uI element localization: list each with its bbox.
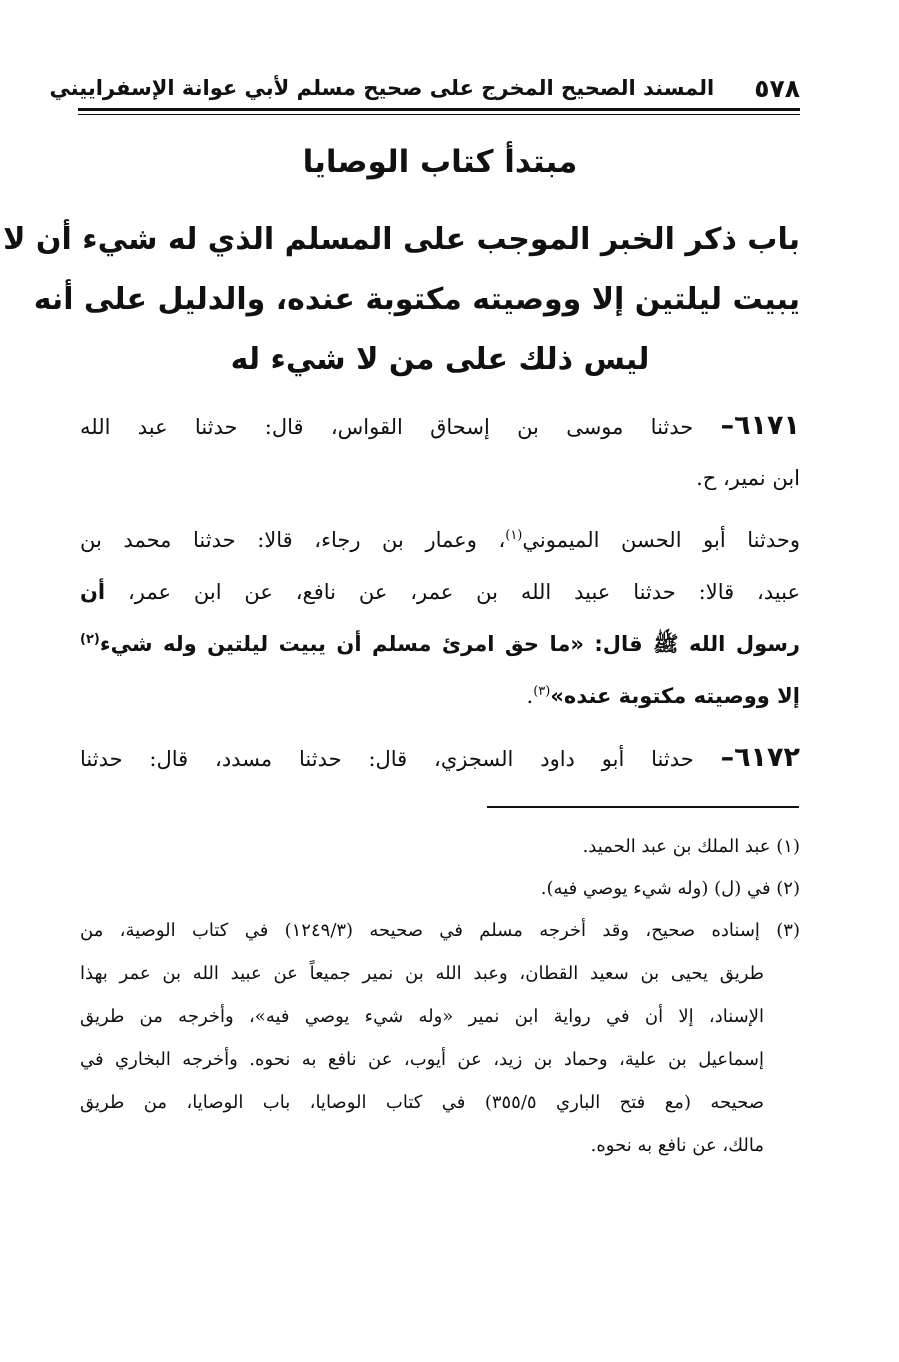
chapter-title-line: يبيت ليلتين إلا ووصيته مكتوبة عنده، والدليل على أنه	[33, 282, 800, 317]
footnote-2: (٢) في (ل) (وله شيء يوصي فيه).	[540, 878, 800, 899]
hadith-text-part: رسول الله ﷺ قال: «ما حق امرئ مسلم أن يبيت ليلتين وله شيء	[99, 632, 800, 656]
hadith-text-part: ، وعمار بن رجاء، قالا: حدثنا محمد بن	[80, 528, 506, 552]
hadith-line	[80, 566, 800, 618]
hadith-text-part: .	[526, 684, 534, 708]
hadith-text	[80, 632, 800, 656]
hadith-line	[80, 514, 800, 566]
hadith-number: ٦١٧٢	[734, 742, 800, 773]
footnote-1: (١) عبد الملك بن عبد الحميد.	[582, 836, 800, 857]
hadith-text-bold: إلا ووصيته مكتوبة عنده»	[550, 684, 800, 708]
page-number: ٥٧٨	[754, 73, 800, 103]
hadith-line	[80, 400, 800, 452]
hadith-line	[80, 732, 800, 784]
footnote-separator	[487, 806, 799, 808]
footnote-3-line: صحيحه (مع فتح الباري ٣٥٥/٥) في كتاب الوصايا، باب الوصايا، من طريق	[80, 1092, 764, 1113]
hadith-line: ابن نمير، ح.	[696, 466, 800, 490]
hadith-text: حدثنا أبو داود السجزي، قال: حدثنا مسدد، قال: حدثنا	[80, 747, 694, 771]
footnote-3: (٣) إسناده صحيح، وقد أخرجه مسلم في صحيحه (١٢٤٩/٣) في كتاب الوصية، من	[80, 920, 800, 941]
chapter-title-line: باب ذكر الخبر الموجب على المسلم الذي له شيء أن لا	[3, 222, 800, 257]
footnote-ref: (٣)	[533, 684, 551, 699]
hadith-6171	[80, 400, 800, 504]
hadith-text-bold: أن	[80, 580, 106, 604]
hadith-number: ٦١٧١	[734, 410, 800, 441]
footnote-3-line: الإسناد، إلا أن في رواية ابن نمير «وله شيء يوصي فيه»، وأخرجه من طريق	[80, 1006, 764, 1027]
footnote-ref: (٢)	[80, 632, 100, 647]
hadith-text: حدثنا موسى بن إسحاق القواس، قال: حدثنا عبد الله	[80, 415, 694, 439]
hadith-dash: –	[720, 410, 735, 441]
footnote-3-line: مالك، عن نافع به نحوه.	[590, 1135, 764, 1156]
hadith-text	[80, 528, 800, 552]
hadith-text-part: عبيد، قالا: حدثنا عبيد الله بن عمر، عن نافع، عن ابن عمر،	[127, 580, 800, 604]
hadith-line	[80, 618, 800, 670]
footnote-3-line: طريق يحيى بن سعيد القطان، وعبد الله بن نمير جميعاً عن عبيد الله بن عمر بهذا	[80, 963, 764, 984]
hadith-dash: –	[720, 742, 735, 773]
running-title: المسند الصحيح المخرج على صحيح مسلم لأبي عوانة الإسفراييني	[49, 76, 715, 100]
hadith-6171-chain	[80, 514, 800, 722]
header-rule-thin	[78, 114, 800, 115]
footnote-ref: (١)	[505, 528, 523, 543]
chapter-title-line: ليس ذلك على من لا شيء له	[230, 342, 650, 377]
hadith-text-part: وحدثنا أبو الحسن الميموني	[522, 528, 800, 552]
hadith-text	[80, 580, 800, 604]
running-header	[49, 70, 800, 106]
footnotes	[80, 826, 800, 1167]
hadith-6172	[80, 732, 800, 784]
hadith-line	[80, 670, 800, 722]
main-text	[80, 400, 800, 794]
header-rule	[78, 108, 800, 111]
footnote-3-line: إسماعيل بن علية، وحماد بن زيد، عن أيوب، عن نافع به نحوه. وأخرجه البخاري في	[80, 1049, 764, 1070]
book-title: مبتدأ كتاب الوصايا	[302, 144, 578, 180]
chapter-title	[3, 210, 800, 390]
